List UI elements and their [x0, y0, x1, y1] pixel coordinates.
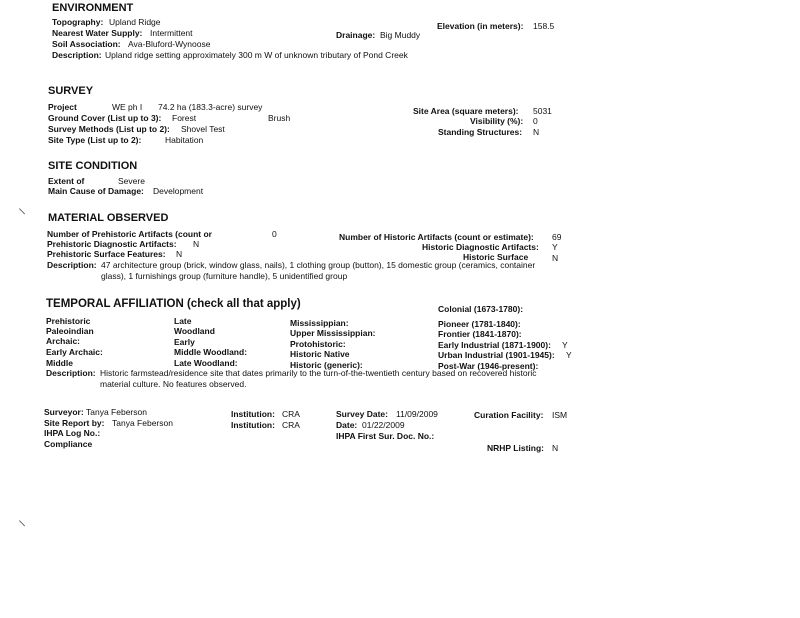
- compliance-label: Compliance: [44, 439, 93, 449]
- site-type-value: Habitation: [165, 135, 204, 145]
- prehistoric-diagnostic-value: N: [193, 239, 200, 249]
- survey-methods-value: Shovel Test: [181, 124, 225, 134]
- period-frontier: Frontier (1841-1870):: [438, 329, 522, 339]
- temporal-description-line-1: Historic farmstead/residence site that dates primarily to the turn-of-the-twentieth century based on recovered historic: [100, 368, 537, 378]
- period-late: Late: [174, 316, 192, 326]
- standing-structures-label: Standing Structures:: [438, 127, 523, 137]
- period-prehistoric: Prehistoric: [46, 316, 91, 326]
- historic-diagnostic-value: Y: [552, 242, 558, 252]
- survey-date-label: Survey Date:: [336, 409, 388, 419]
- prehistoric-diagnostic-label: Prehistoric Diagnostic Artifacts:: [47, 239, 177, 249]
- standing-structures-value: N: [533, 127, 540, 137]
- temporal-heading: TEMPORAL AFFILIATION (check all that apply): [46, 298, 301, 310]
- temporal-description-line-2: material culture. No features observed.: [100, 379, 247, 389]
- material-heading: MATERIAL OBSERVED: [48, 212, 169, 224]
- period-protohistoric: Protohistoric:: [290, 339, 346, 349]
- period-middle-woodland: Middle Woodland:: [174, 347, 248, 357]
- damage-cause-label: Main Cause of Damage:: [48, 186, 144, 196]
- site-condition-heading: SITE CONDITION: [48, 160, 138, 172]
- historic-surface-label: Historic Surface: [463, 252, 529, 262]
- prehistoric-surface-label: Prehistoric Surface Features:: [47, 249, 166, 259]
- material-description-label: Description:: [47, 260, 97, 270]
- site-area-label: Site Area (square meters):: [413, 106, 519, 116]
- soil-value: Ava-Bluford-Wynoose: [128, 39, 211, 49]
- drainage-value: Big Muddy: [380, 30, 421, 40]
- period-late-woodland: Late Woodland:: [174, 358, 238, 368]
- topography-label: Topography:: [52, 17, 104, 27]
- elevation-value: 158.5: [533, 21, 555, 31]
- surveyor-label: Surveyor:: [44, 407, 84, 417]
- institution-label-1: Institution:: [231, 409, 275, 419]
- site-report-label: Site Report by:: [44, 418, 105, 428]
- period-pioneer: Pioneer (1781-1840):: [438, 319, 521, 329]
- project-description: 74.2 ha (183.3-acre) survey: [158, 102, 263, 112]
- elevation-label: Elevation (in meters):: [437, 21, 524, 31]
- period-early-archaic: Early Archaic:: [46, 347, 103, 357]
- nrhp-listing-value: N: [552, 443, 559, 453]
- soil-label: Soil Association:: [52, 39, 121, 49]
- prehistoric-count-value: 0: [272, 229, 277, 239]
- surveyor-value: Tanya Feberson: [86, 407, 147, 417]
- ihpa-first-doc-label: IHPA First Sur. Doc. No.:: [336, 431, 435, 441]
- date-value: 01/22/2009: [362, 420, 405, 430]
- historic-count-value: 69: [552, 232, 562, 242]
- visibility-label: Visibility (%):: [470, 116, 524, 126]
- period-mississippian: Mississippian:: [290, 318, 349, 328]
- water-value: Intermittent: [150, 28, 193, 38]
- env-description-value: Upland ridge setting approximately 300 m W of unknown tributary of Pond Creek: [105, 50, 408, 60]
- prehistoric-surface-value: N: [176, 249, 183, 259]
- survey-heading: SURVEY: [48, 85, 94, 97]
- scan-mark: ⸜: [18, 510, 27, 529]
- date-label: Date:: [336, 420, 358, 430]
- ground-cover-value-1: Forest: [172, 113, 197, 123]
- institution-value-2: CRA: [282, 420, 300, 430]
- colonial-label: Colonial (1673-1780):: [438, 304, 524, 314]
- period-urban-industrial-value: Y: [566, 350, 572, 360]
- period-middle: Middle: [46, 358, 73, 368]
- material-description-line-2: glass), 1 furnishings group (furniture handle), 5 unidentified group: [101, 271, 348, 281]
- institution-label-2: Institution:: [231, 420, 275, 430]
- period-urban-industrial: Urban Industrial (1901-1945):: [438, 350, 555, 360]
- damage-cause-value: Development: [153, 186, 204, 196]
- period-early-industrial-value: Y: [562, 340, 568, 350]
- site-type-label: Site Type (List up to 2):: [48, 135, 142, 145]
- historic-surface-value: N: [552, 253, 559, 263]
- material-description-line-1: 47 architecture group (brick, window glass, nails), 1 clothing group (button), 15 domestic group (ceramics, container: [101, 260, 536, 270]
- period-early: Early: [174, 337, 195, 347]
- period-early-industrial: Early Industrial (1871-1900):: [438, 340, 551, 350]
- site-area-value: 5031: [533, 106, 552, 116]
- extent-label: Extent of: [48, 176, 85, 186]
- period-historic-native: Historic Native: [290, 349, 350, 359]
- curation-facility-value: ISM: [552, 410, 568, 420]
- curation-facility-label: Curation Facility:: [474, 410, 544, 420]
- period-woodland: Woodland: [174, 326, 215, 336]
- extent-value: Severe: [118, 176, 145, 186]
- visibility-value: 0: [533, 116, 538, 126]
- period-archaic: Archaic:: [46, 336, 81, 346]
- topography-value: Upland Ridge: [109, 17, 161, 27]
- period-post-war: Post-War (1946-present):: [438, 361, 539, 371]
- period-historic-generic: Historic (generic):: [290, 360, 363, 370]
- water-label: Nearest Water Supply:: [52, 28, 143, 38]
- period-paleoindian: Paleoindian: [46, 326, 94, 336]
- survey-methods-label: Survey Methods (List up to 2):: [48, 124, 170, 134]
- ground-cover-value-2: Brush: [268, 113, 291, 123]
- historic-count-label: Number of Historic Artifacts (count or estimate):: [339, 232, 534, 242]
- drainage-label: Drainage:: [336, 30, 376, 40]
- env-description-label: Description:: [52, 50, 102, 60]
- site-report-value: Tanya Feberson: [112, 418, 173, 428]
- temporal-description-label: Description:: [46, 368, 96, 378]
- ihpa-log-label: IHPA Log No.:: [44, 428, 101, 438]
- historic-diagnostic-label: Historic Diagnostic Artifacts:: [422, 242, 539, 252]
- scan-mark: ⸜: [18, 198, 27, 217]
- ground-cover-label: Ground Cover (List up to 3):: [48, 113, 162, 123]
- nrhp-listing-label: NRHP Listing:: [487, 443, 544, 453]
- period-upper-mississippian: Upper Mississippian:: [290, 328, 376, 338]
- institution-value-1: CRA: [282, 409, 300, 419]
- prehistoric-count-label: Number of Prehistoric Artifacts (count or: [47, 229, 212, 239]
- project-value: WE ph I: [112, 102, 143, 112]
- survey-date-value: 11/09/2009: [396, 409, 438, 419]
- project-label: Project: [48, 102, 77, 112]
- environment-heading: ENVIRONMENT: [52, 2, 134, 14]
